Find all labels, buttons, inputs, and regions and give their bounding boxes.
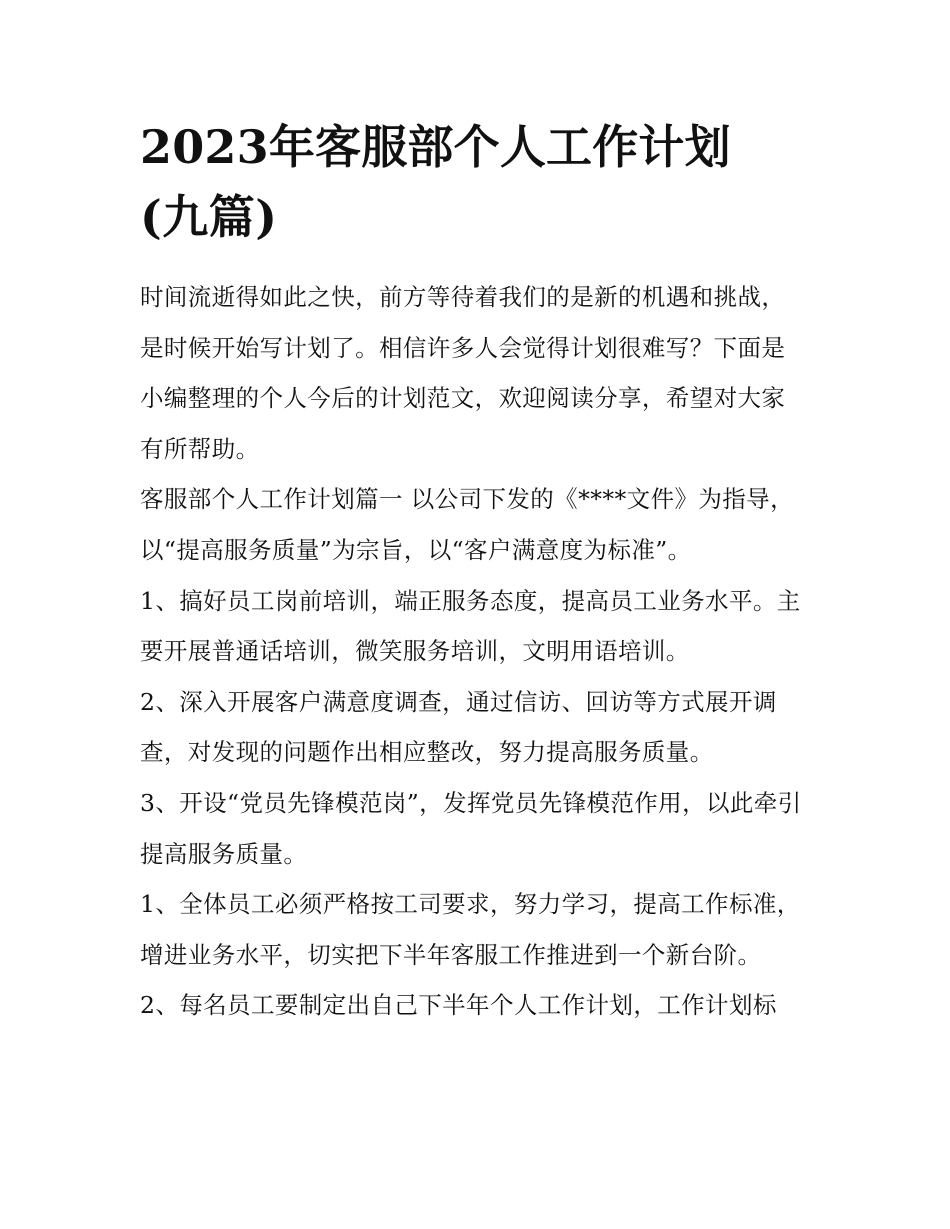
list-item-staff-requirements: 1、全体员工必须严格按工司要求，努力学习，提高工作标准，增进业务水平，切实把下半年客服工作推进到一个新台阶。 [140, 890, 801, 969]
list-item-satisfaction-survey: 2、深入开展客户满意度调查，通过信访、回访等方式展开调查，对发现的问题作出相应整改，努力提高服务质量。 [140, 687, 777, 767]
document-body [140, 272, 820, 1031]
document-title-line-1: 2023年客服部个人工作计划 [140, 120, 731, 174]
list-item-personal-plan: 2、每名员工要制定出自己下半年个人工作计划，工作计划标 [140, 991, 777, 1020]
document-title-line-2: (九篇) [140, 190, 278, 244]
list-item-training: 1、搞好员工岗前培训，端正服务态度，提高员工业务水平。主要开展普通话培训，微笑服务培训，文明用语培训。 [140, 586, 801, 666]
list-item-party-member-post: 3、开设“党员先锋模范岗”，发挥党员先锋模范作用，以此牵引提高服务质量。 [140, 788, 802, 868]
section-one-intro-paragraph: 客服部个人工作计划篇一 以公司下发的《****文件》为指导，以“提高服务质量”为宗旨，以“客户满意度为标准”。 [140, 485, 794, 564]
intro-paragraph: 时间流逝得如此之快，前方等待着我们的是新的机遇和挑战，是时候开始写计划了。相信许多人会觉得计划很难写？下面是小编整理的个人今后的计划范文，欢迎阅读分享，希望对大家有所帮助。 [140, 283, 786, 463]
document-page [140, 112, 820, 1031]
document-title [140, 112, 820, 252]
